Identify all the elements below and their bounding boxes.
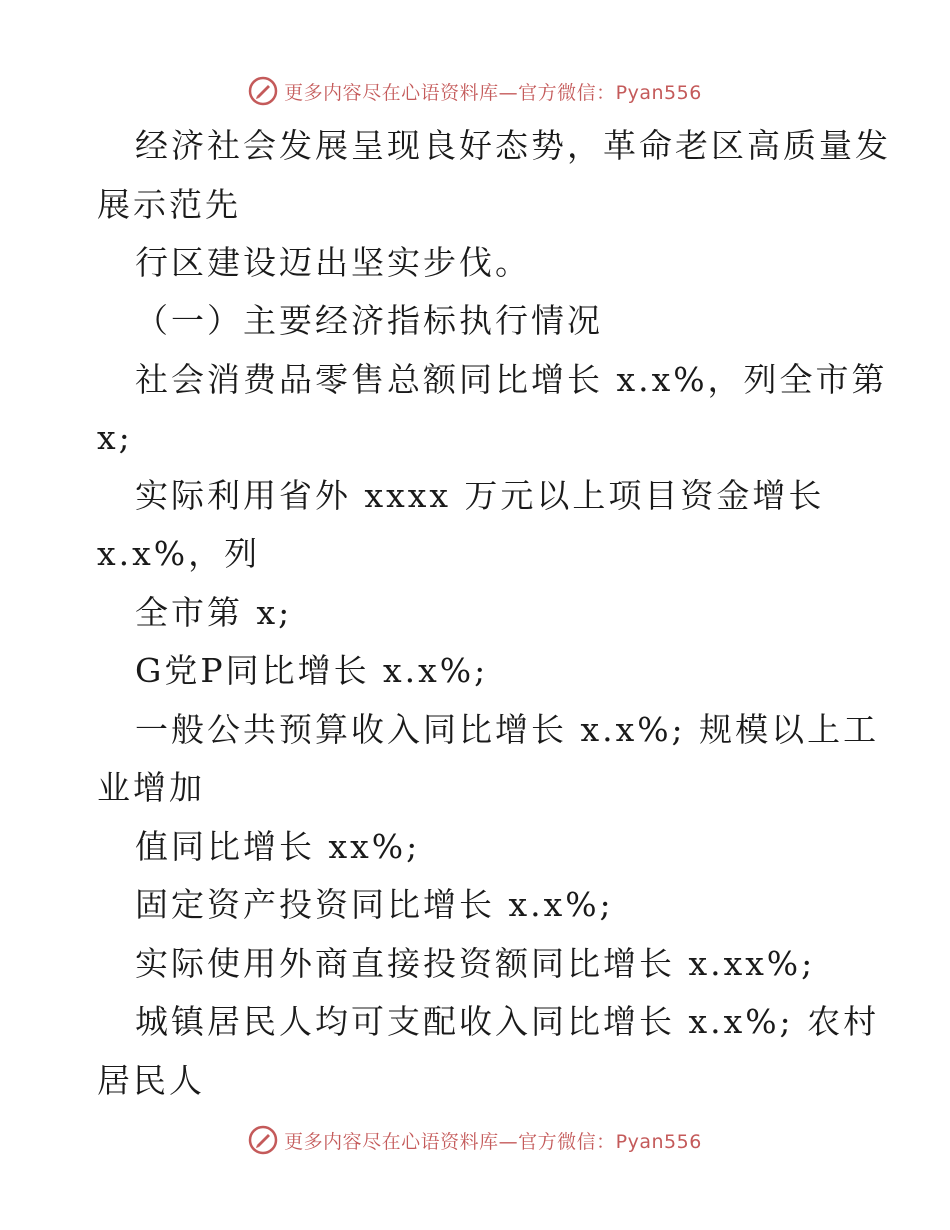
text-line: 行区建设迈出坚实步伐。 — [135, 243, 531, 282]
text-line: 一般公共预算收入同比增长 x.x%; 规模以上工 — [135, 710, 880, 749]
text-line: 实际利用省外 xxxx 万元以上项目资金增长 — [135, 476, 825, 515]
text-line: 全市第 x; — [135, 593, 293, 632]
text-line: G党P同比增长 x.x%; — [135, 651, 489, 690]
text-line: 居民人 — [97, 1061, 205, 1100]
brand-logo-icon — [248, 1125, 278, 1155]
watermark-text: 更多内容尽在心语资料库—官方微信：Pyan556 — [284, 1130, 702, 1153]
text-line: 经济社会发展呈现良好态势，革命老区高质量发 — [135, 126, 891, 165]
watermark-footer — [0, 1120, 950, 1160]
text-line: 固定资产投资同比增长 x.x%; — [135, 885, 614, 924]
text-line: 业增加 — [97, 768, 205, 807]
watermark-text: 更多内容尽在心语资料库—官方微信：Pyan556 — [284, 81, 702, 104]
text-line: 实际使用外商直接投资额同比增长 x.xx%; — [135, 944, 816, 983]
text-line: 城镇居民人均可支配收入同比增长 x.x%; 农村 — [135, 1002, 880, 1041]
text-line: x; — [97, 418, 133, 457]
text-line: 展示范先 — [97, 185, 241, 224]
brand-logo-icon — [248, 76, 278, 106]
text-line: x.x%，列 — [97, 534, 261, 573]
text-line: 社会消费品零售总额同比增长 x.x%，列全市第 — [135, 360, 888, 399]
watermark-header — [0, 71, 950, 111]
text-line: 值同比增长 xx%; — [135, 827, 421, 866]
section-heading: （一）主要经济指标执行情况 — [135, 301, 603, 340]
